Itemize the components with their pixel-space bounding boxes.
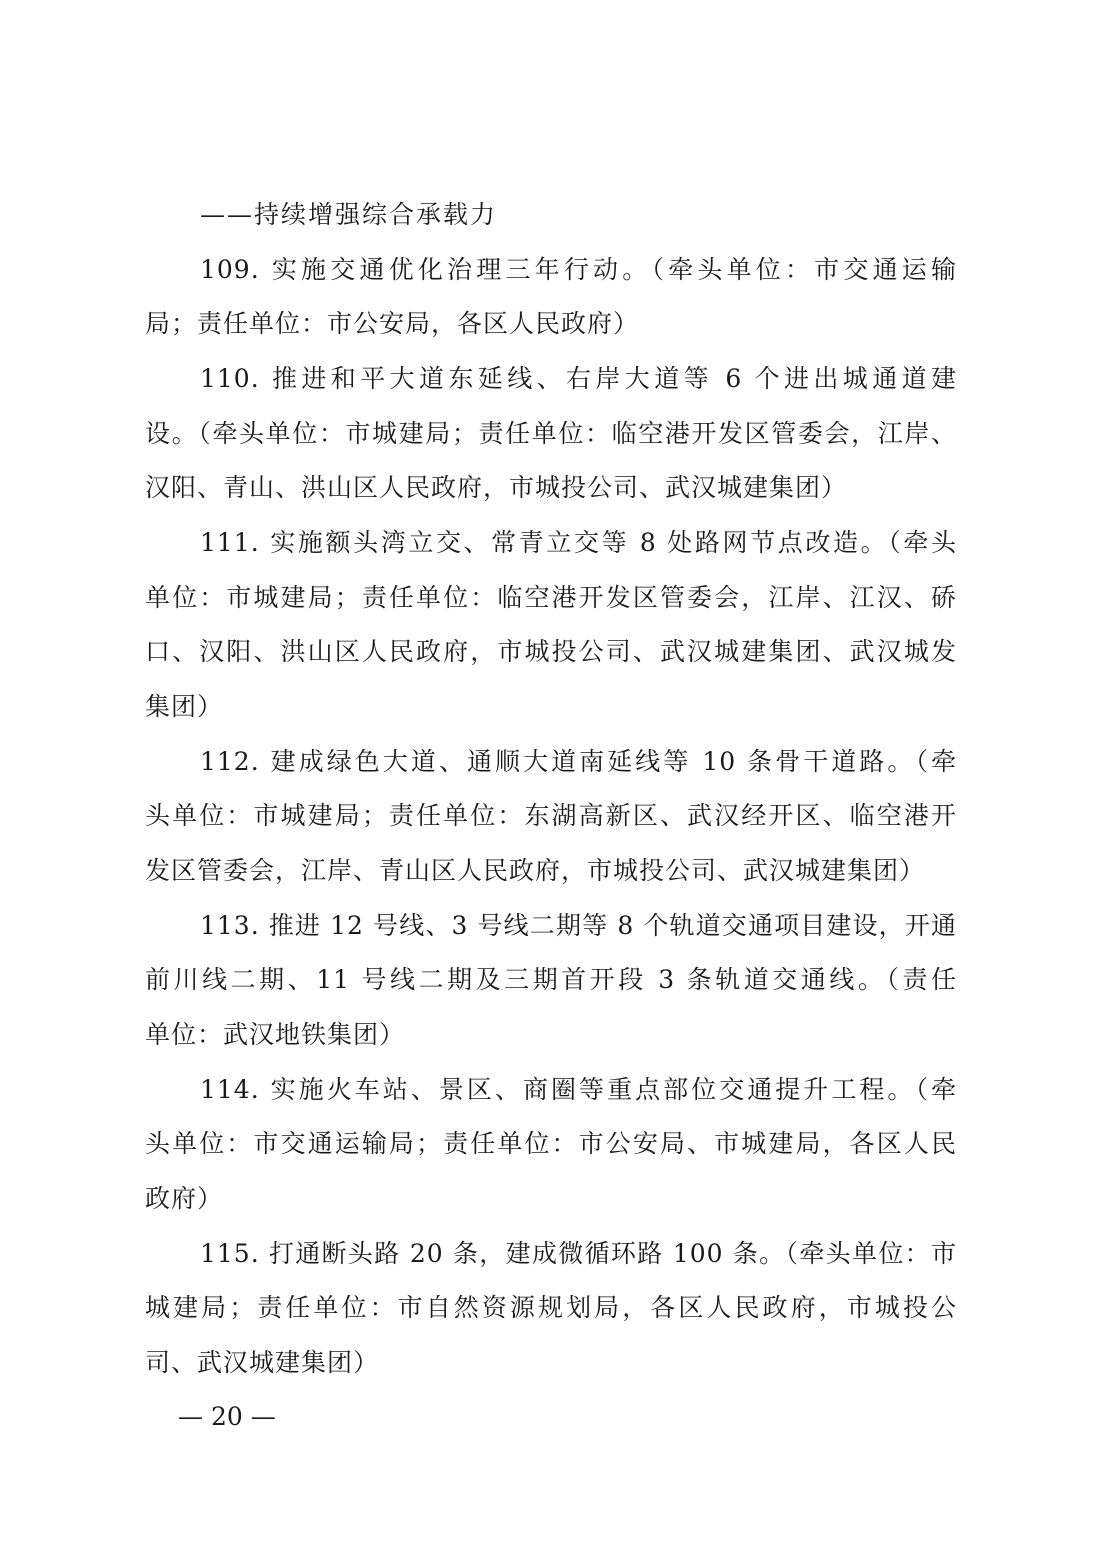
item-111-line-1: 111. 实施额头湾立交、常青立交等 8 处路网节点改造。（牵头 — [200, 528, 957, 557]
item-112-line-1: 112. 建成绿色大道、通顺大道南延线等 10 条骨干道路。（牵 — [200, 747, 957, 776]
item-115-line-3: 司、武汉城建集团） — [145, 1348, 380, 1377]
item-109-line-2: 局；责任单位：市公安局，各区人民政府） — [145, 309, 640, 338]
item-115-line-1: 115. 打通断头路 20 条，建成微循环路 100 条。（牵头单位：市 — [200, 1239, 957, 1268]
item-113-line-2: 前川线二期、11 号线二期及三期首开段 3 条轨道交通线。（责任 — [145, 965, 957, 994]
item-111-line-3: 口、汉阳、洪山区人民政府，市城投公司、武汉城建集团、武汉城发 — [145, 637, 957, 666]
item-111-line-4: 集团） — [145, 692, 224, 721]
item-112-line-2: 头单位：市城建局；责任单位：东湖高新区、武汉经开区、临空港开 — [145, 801, 957, 830]
item-113-line-1: 113. 推进 12 号线、3 号线二期等 8 个轨道交通项目建设，开通 — [200, 911, 957, 940]
item-112-line-3: 发区管委会，江岸、青山区人民政府，市城投公司、武汉城建集团） — [145, 856, 926, 885]
item-114-line-1: 114. 实施火车站、景区、商圈等重点部位交通提升工程。（牵 — [200, 1075, 957, 1104]
item-109-line-1: 109. 实施交通优化治理三年行动。（牵头单位：市交通运输 — [200, 255, 957, 284]
item-111-line-2: 单位：市城建局；责任单位：临空港开发区管委会，江岸、江汉、硚 — [145, 583, 957, 612]
item-114-line-3: 政府） — [145, 1184, 224, 1213]
item-110-line-3: 汉阳、青山、洪山区人民政府，市城投公司、武汉城建集团） — [145, 473, 848, 502]
section-heading: ——持续增强综合承载力 — [200, 200, 498, 229]
page-number: — 20 — — [178, 1402, 276, 1431]
item-115-line-2: 城建局；责任单位：市自然资源规划局，各区人民政府，市城投公 — [145, 1293, 957, 1322]
item-114-line-2: 头单位：市交通运输局；责任单位：市公安局、市城建局，各区人民 — [145, 1129, 957, 1158]
item-113-line-3: 单位：武汉地铁集团） — [145, 1020, 406, 1049]
item-110-line-2: 设。（牵头单位：市城建局；责任单位：临空港开发区管委会，江岸、 — [145, 419, 957, 448]
item-110-line-1: 110. 推进和平大道东延线、右岸大道等 6 个进出城通道建 — [200, 364, 957, 393]
